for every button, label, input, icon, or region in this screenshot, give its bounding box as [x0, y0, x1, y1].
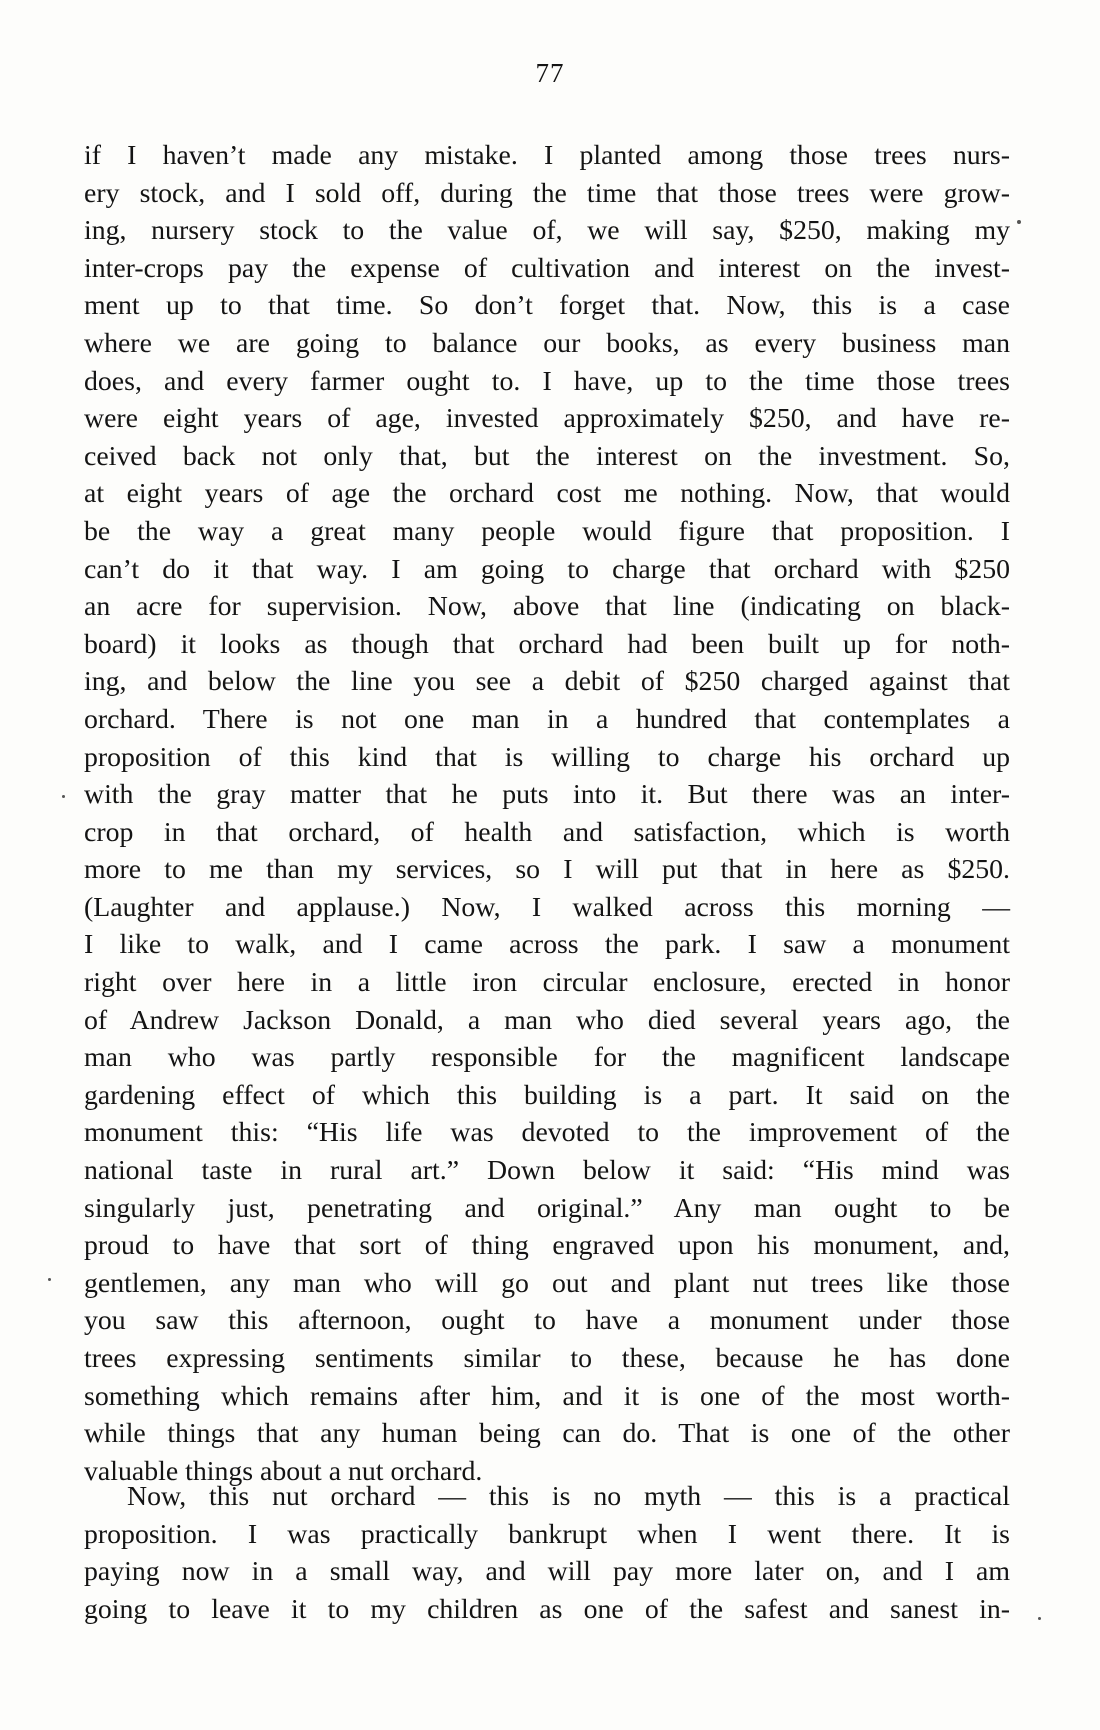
text-line: man who was partly responsible for the magnificent landscape	[84, 1042, 1010, 1074]
text-line: national taste in rural art.” Down below it said: “His mind was	[84, 1155, 1010, 1187]
text-line: ery stock, and I sold off, during the time that those trees were grow-	[84, 177, 1010, 209]
paragraph-1	[84, 137, 1010, 1490]
text-line: right over here in a little iron circular enclosure, erected in honor	[84, 967, 1010, 999]
text-line: while things that any human being can do. That is one of the other	[84, 1418, 1010, 1450]
text-line: with the gray matter that he puts into it. But there was an inter-	[84, 779, 1010, 811]
scan-speck	[1017, 220, 1021, 224]
text-line: ing, and below the line you see a debit of $250 charged against that	[84, 666, 1010, 698]
text-line: singularly just, penetrating and original.” Any man ought to be	[84, 1192, 1010, 1224]
text-line: can’t do it that way. I am going to charge that orchard with $250	[84, 553, 1010, 585]
text-line: (Laughter and applause.) Now, I walked across this morning —	[84, 891, 1010, 923]
scan-speck	[1038, 1617, 1041, 1620]
text-line: does, and every farmer ought to. I have, up to the time those trees	[84, 365, 1010, 397]
text-line: proposition. I was practically bankrupt when I went there. It is	[84, 1518, 1010, 1550]
text-line: where we are going to balance our books, as every business man	[84, 327, 1010, 359]
text-line: proposition of this kind that is willing to charge his orchard up	[84, 741, 1010, 773]
scan-speck	[62, 795, 65, 798]
text-line: ing, nursery stock to the value of, we will say, $250, making my	[84, 215, 1010, 247]
text-line: gardening effect of which this building is a part. It said on the	[84, 1079, 1010, 1111]
text-line: something which remains after him, and it is one of the most worth-	[84, 1380, 1010, 1412]
text-line: monument this: “His life was devoted to the improvement of the	[84, 1117, 1010, 1149]
paragraph-2	[84, 1478, 1010, 1628]
text-line: be the way a great many people would figure that proposition. I	[84, 515, 1010, 547]
text-line: an acre for supervision. Now, above that line (indicating on black-	[84, 591, 1010, 623]
text-line: gentlemen, any man who will go out and plant nut trees like those	[84, 1267, 1010, 1299]
text-line: at eight years of age the orchard cost me nothing. Now, that would	[84, 478, 1010, 510]
text-line: crop in that orchard, of health and satisfaction, which is worth	[84, 816, 1010, 848]
text-line: were eight years of age, invested approximately $250, and have re-	[84, 403, 1010, 435]
text-line: proud to have that sort of thing engraved upon his monument, and,	[84, 1230, 1010, 1262]
text-line: of Andrew Jackson Donald, a man who died several years ago, the	[84, 1004, 1010, 1036]
text-line: more to me than my services, so I will put that in here as $250.	[84, 854, 1010, 886]
text-line: Now, this nut orchard — this is no myth — this is a practical	[127, 1481, 1010, 1512]
text-line: ceived back not only that, but the interest on the investment. So,	[84, 440, 1010, 472]
text-line: inter-crops pay the expense of cultivation and interest on the invest-	[84, 252, 1010, 284]
text-line: board) it looks as though that orchard had been built up for noth-	[84, 628, 1010, 660]
text-line: going to leave it to my children as one of the safest and sanest in-	[84, 1593, 1010, 1625]
text-line: trees expressing sentiments similar to these, because he has done	[84, 1343, 1010, 1374]
text-line: if I haven’t made any mistake. I planted among those trees nurs-	[84, 140, 1010, 171]
text-line: paying now in a small way, and will pay more later on, and I am	[84, 1556, 1010, 1588]
page-number: 77	[535, 58, 565, 88]
text-line: ment up to that time. So don’t forget that. Now, this is a case	[84, 290, 1010, 322]
text-line: valuable things about a nut orchard.	[84, 1455, 483, 1487]
text-line: I like to walk, and I came across the park. I saw a monument	[84, 929, 1010, 961]
scan-speck	[48, 1278, 51, 1281]
text-line: you saw this afternoon, ought to have a monument under those	[84, 1305, 1010, 1337]
text-line: orchard. There is not one man in a hundred that contemplates a	[84, 703, 1010, 735]
